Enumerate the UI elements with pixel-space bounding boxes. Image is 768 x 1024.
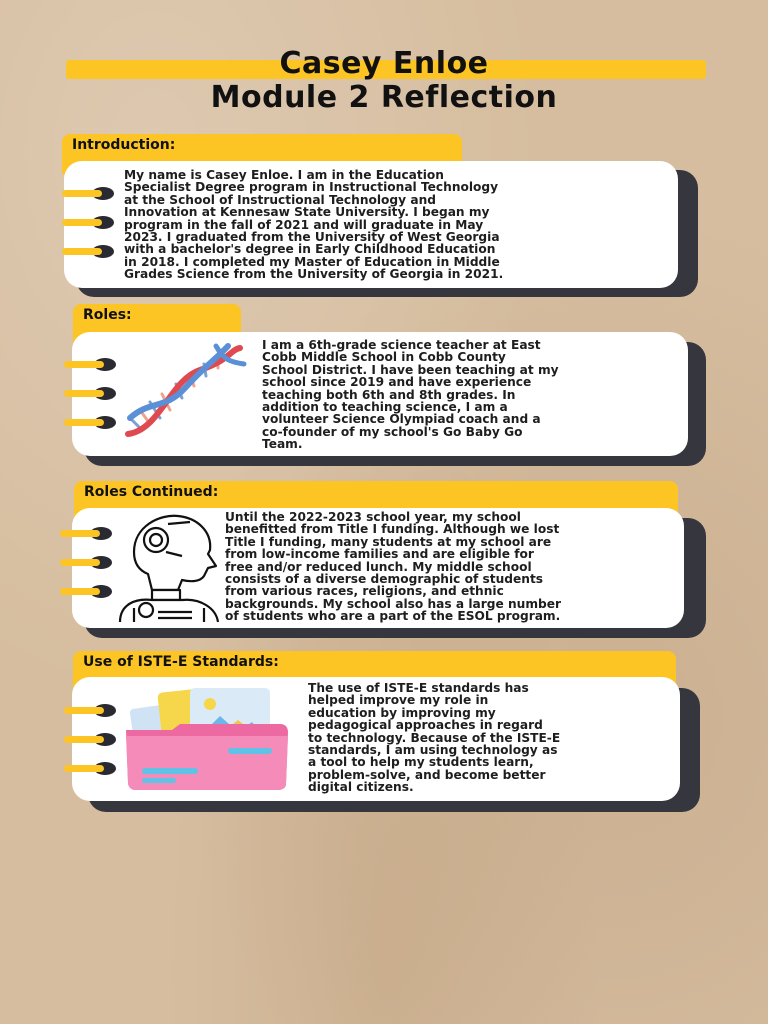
text-line: benefitted from Title I funding. Although we lost <box>225 522 560 537</box>
text-line: 2023. I graduated from the University of West Georgia <box>124 230 500 245</box>
text-line: My name is Casey Enloe. I am in the Education <box>124 168 444 182</box>
section-heading-tab: Roles Continued: <box>74 481 678 521</box>
section-body-text <box>262 339 559 451</box>
page-title: Casey Enloe <box>279 46 489 81</box>
section-heading-tab: Use of ISTE-E Standards: <box>73 651 676 691</box>
folder-icon <box>120 686 292 792</box>
binder-ring-icon <box>62 216 114 229</box>
text-line: program in the fall of 2021 and will graduate in May <box>124 217 484 232</box>
binder-ring-icon <box>64 387 116 400</box>
text-line: education by improving my <box>308 705 496 720</box>
text-line: consists of a diverse demographic of students <box>225 572 544 587</box>
binder-ring-icon <box>64 762 116 775</box>
text-line: Title I funding, many students at my school are <box>225 534 552 549</box>
text-line: Cobb Middle School in Cobb County <box>262 350 506 365</box>
text-line: volunteer Science Olympiad coach and a <box>262 412 541 427</box>
text-line: with a bachelor's degree in Early Childhood Education <box>124 242 496 257</box>
text-line: Until the 2022-2023 school year, my school <box>225 510 521 524</box>
text-line: school since 2019 and have experience <box>262 375 532 390</box>
binder-ring-icon <box>64 358 116 371</box>
text-line: in 2018. I completed my Master of Education in Middle <box>124 254 500 269</box>
section-heading-tab: Introduction: <box>62 134 462 174</box>
binder-ring-icon <box>64 733 116 746</box>
text-line: backgrounds. My school also has a large number <box>225 596 562 611</box>
text-line: free and/or reduced lunch. My middle school <box>225 559 532 574</box>
text-line: Team. <box>262 437 303 452</box>
binder-ring-icon <box>64 704 116 717</box>
section-body-text <box>308 682 560 794</box>
section-heading-tab: Roles: <box>73 304 241 344</box>
text-line: of students who are a part of the ESOL program. <box>225 609 561 624</box>
text-line: School District. I have been teaching at my <box>262 362 559 377</box>
binder-ring-icon <box>60 556 112 569</box>
text-line: to technology. Because of the ISTE-E <box>308 730 561 745</box>
section-body-text <box>124 169 503 281</box>
text-line: Specialist Degree program in Instructional Technology <box>124 180 499 195</box>
binder-ring-icon <box>62 245 114 258</box>
binder-ring-icon <box>64 416 116 429</box>
binder-ring-icon <box>62 187 114 200</box>
text-line: from various races, religions, and ethnic <box>225 584 504 599</box>
text-line: Innovation at Kennesaw State University. I began my <box>124 205 490 220</box>
text-line: digital citizens. <box>308 780 414 795</box>
page-subtitle: Module 2 Reflection <box>210 80 558 115</box>
text-line: at the School of Instructional Technology and <box>124 192 436 207</box>
text-line: teaching both 6th and 8th grades. In <box>262 387 516 402</box>
robot-head-icon <box>112 512 224 622</box>
text-line: co-founder of my school's Go Baby Go <box>262 424 523 439</box>
text-line: pedagogical approaches in regard <box>308 718 543 733</box>
text-line: I am a 6th-grade science teacher at East <box>262 338 541 352</box>
binder-ring-icon <box>60 585 112 598</box>
text-line: standards, I am using technology as <box>308 743 558 758</box>
text-line: The use of ISTE-E standards has <box>308 681 529 695</box>
section-body-text <box>225 511 561 623</box>
text-line: helped improve my role in <box>308 693 489 708</box>
text-line: Grades Science from the University of Georgia in 2021. <box>124 267 504 282</box>
text-line: a tool to help my students learn, <box>308 755 534 770</box>
dna-helix-icon <box>120 340 250 445</box>
binder-ring-icon <box>60 527 112 540</box>
text-line: addition to teaching science, I am a <box>262 400 508 415</box>
text-line: from low-income families and are eligible for <box>225 547 534 562</box>
text-line: problem-solve, and become better <box>308 767 546 782</box>
